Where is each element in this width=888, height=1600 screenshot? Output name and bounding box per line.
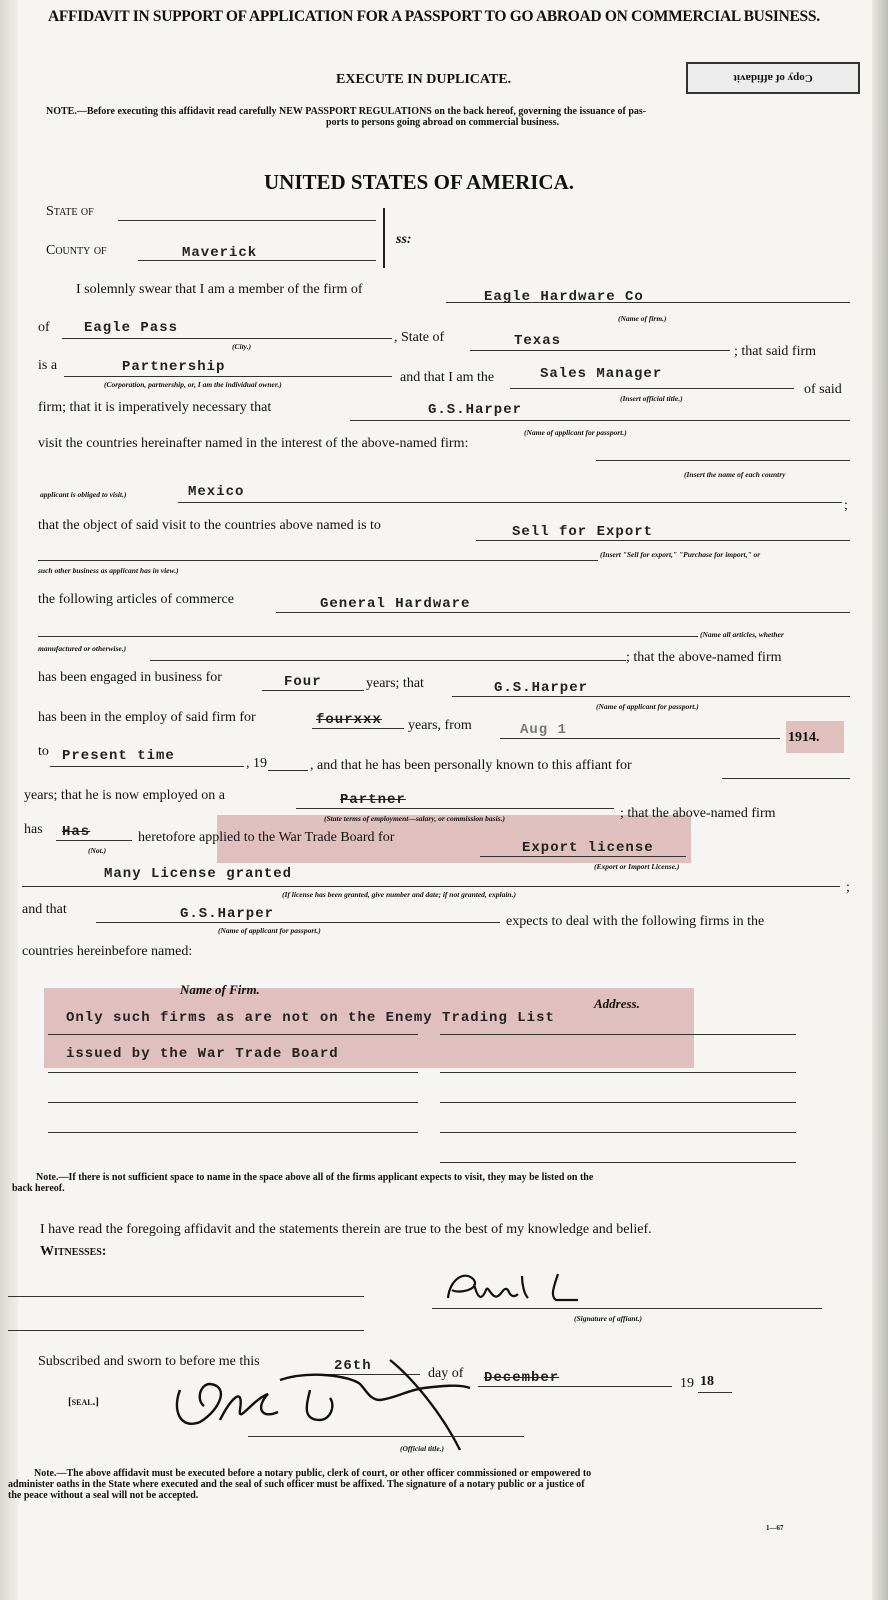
firm-row-line-4b	[440, 1132, 796, 1133]
witnesses-label: Witnesses:	[40, 1244, 107, 1259]
note-bottom-label: Note.	[34, 1468, 57, 1479]
articles-line3	[150, 660, 626, 661]
year-line	[698, 1392, 732, 1393]
hint-title: (Insert official title.)	[620, 394, 683, 403]
hint-country2: applicant is obliged to visit.)	[40, 490, 127, 499]
swear-text: I solemnly swear that I am a member of the firm of	[76, 282, 363, 297]
month-line	[478, 1386, 672, 1387]
note-top-line2: ports to persons going abroad on commercial business.	[326, 117, 559, 128]
affiant-signature	[438, 1260, 828, 1320]
state-of-label: , State of	[394, 330, 445, 345]
page-edge-left	[0, 0, 18, 1600]
to-date-value: Present time	[62, 748, 175, 764]
firm-row-line-1b	[440, 1034, 796, 1035]
address-heading: Address.	[594, 996, 640, 1011]
firms-line2: issued by the War Trade Board	[66, 1046, 339, 1062]
subscribed-label: Subscribed and sworn to before me this	[38, 1354, 260, 1369]
hint-applicant3: (Name of applicant for passport.)	[218, 926, 321, 935]
note-top-line1: —Before executing this affidavit read carefully NEW PASSPORT REGULATIONS on the back hereof, governing the issuance of pas-	[76, 106, 647, 117]
object-visit: that the object of said visit to the countries above named is to	[38, 518, 381, 533]
hint-terms: (State terms of employment—salary, or commission basis.)	[324, 814, 505, 823]
note-bottom-line1: —The above affidavit must be executed before a notary public, clerk of court, or other officer commissioned or empowered to	[56, 1468, 592, 1479]
hint-official: (Official title.)	[400, 1444, 445, 1453]
firm-row-line-1a	[48, 1034, 418, 1035]
countries-named: countries hereinbefore named:	[22, 944, 193, 959]
license-value: Export license	[522, 840, 654, 856]
articles-line2	[38, 636, 698, 637]
stamp-text: Copy of affidavit	[733, 72, 813, 84]
license-detail-value: Many License granted	[104, 866, 293, 882]
firm-type-value: Partnership	[122, 359, 226, 375]
heretofore: heretofore applied to the War Trade Board for	[138, 830, 395, 845]
firm-row-line-5b	[440, 1162, 796, 1163]
nineteen-label: 19	[680, 1376, 694, 1391]
hint-sell2: such other business as applicant has in view.)	[38, 566, 179, 575]
witness-line-1	[8, 1296, 364, 1297]
above-named-firm: ; that the above-named firm	[626, 650, 782, 665]
hint-city: (City.)	[232, 342, 252, 351]
note-bottom	[8, 1468, 828, 1501]
firm-row-line-2a	[48, 1072, 418, 1073]
seal-label: [seal.]	[68, 1396, 99, 1408]
of-label: of	[38, 320, 50, 335]
visit-countries: visit the countries hereinafter named in the interest of the above-named firm:	[38, 436, 469, 451]
hint-not: (Not.)	[88, 846, 107, 855]
has-label: has	[24, 822, 43, 837]
note-bottom-line3: the peace without a seal will not be accepted.	[8, 1490, 199, 1501]
to-year-line	[268, 770, 308, 771]
semicolon2: ;	[846, 880, 850, 895]
known-line	[722, 778, 850, 779]
state-line	[118, 220, 376, 221]
day-value: 26th	[334, 1358, 372, 1374]
years-that: years; that	[366, 676, 424, 691]
hint-corp: (Corporation, partnership, or, I am the individual owner.)	[104, 380, 282, 389]
firm-name-value: Eagle Hardware Co	[484, 289, 644, 305]
employ-years-value: fourxxx	[316, 712, 382, 728]
applicant-line	[350, 420, 850, 421]
object-line	[476, 540, 850, 541]
county-label: County of	[46, 243, 107, 258]
engaged-label: has been engaged in business for	[38, 670, 222, 685]
terms-line	[296, 808, 614, 809]
articles-line	[276, 612, 850, 613]
articles-value: General Hardware	[320, 596, 471, 612]
bracket	[383, 208, 385, 268]
and-that-i-am: and that I am the	[400, 370, 495, 385]
page-edge-right	[872, 0, 888, 1600]
object-value: Sell for Export	[512, 524, 654, 540]
form-title: AFFIDAVIT IN SUPPORT OF APPLICATION FOR A PASSPORT TO GO ABROAD ON COMMERCIAL BUSINESS.	[48, 8, 820, 25]
month-value: December	[484, 1370, 560, 1386]
is-a-label: is a	[38, 358, 58, 373]
applicant-value: G.S.Harper	[428, 402, 523, 418]
state-value-line	[470, 350, 730, 351]
known-label: , and that he has been personally known to this affiant for	[310, 758, 632, 773]
state-label: State of	[46, 204, 94, 219]
countries-line	[596, 460, 850, 461]
firm-row-line-3a	[48, 1102, 418, 1103]
day-of-label: day of	[428, 1366, 464, 1381]
name-of-firm-heading: Name of Firm.	[180, 982, 260, 997]
and-that: and that	[22, 902, 67, 917]
hint-granted: (If license has been granted, give number and date; if not granted, explain.)	[282, 890, 516, 899]
that-said-firm: ; that said firm	[734, 344, 817, 359]
applicant2-line	[452, 696, 850, 697]
ss-label: ss:	[396, 232, 412, 247]
years-business-line	[262, 690, 364, 691]
comma-19: , 19	[246, 756, 267, 771]
applicant3-line	[96, 922, 500, 923]
official-title-line	[248, 1436, 524, 1437]
license-detail-line	[22, 886, 840, 887]
firm-row-line-2b	[440, 1072, 796, 1073]
of-said: of said	[804, 382, 842, 397]
execute-duplicate: EXECUTE IN DUPLICATE.	[336, 72, 512, 87]
note-mid	[12, 1172, 832, 1194]
year-value: 18	[700, 1374, 714, 1389]
from-year-value: 1914.	[788, 730, 820, 745]
affiant-line	[432, 1308, 822, 1309]
firm-row-line-3b	[440, 1102, 796, 1103]
object-line2	[38, 560, 598, 561]
firms-line1: Only such firms as are not on the Enemy Trading List	[66, 1010, 555, 1026]
years-business-value: Four	[284, 674, 322, 690]
notary-signature	[160, 1340, 490, 1460]
to-label: to	[38, 744, 49, 759]
have-read: I have read the foregoing affidavit and the statements therein are true to the best of my knowledge and belief.	[40, 1222, 652, 1237]
employ-years-line	[312, 728, 404, 729]
applicant2-value: G.S.Harper	[494, 680, 589, 696]
note-mid-line1: —If there is not sufficient space to name in the space above all of the firms applicant expects to visit, they may be listed on the	[58, 1172, 594, 1183]
country-heading: UNITED STATES OF AMERICA.	[264, 170, 574, 194]
title-value: Sales Manager	[540, 366, 663, 382]
terms-value: Partner	[340, 792, 406, 808]
city-line	[62, 338, 392, 339]
form-number: 1—67	[766, 1524, 784, 1532]
hint-signature: (Signature of affiant.)	[574, 1314, 642, 1323]
firm-imperative: firm; that it is imperatively necessary that	[38, 400, 272, 415]
hint-license: (Export or Import License.)	[594, 862, 680, 871]
applicant3-value: G.S.Harper	[180, 906, 275, 922]
following-articles: the following articles of commerce	[38, 592, 234, 607]
firm-type-line	[64, 376, 392, 377]
note-top	[46, 106, 861, 128]
has-line	[56, 840, 132, 841]
city-value: Eagle Pass	[84, 320, 179, 336]
hint-articles2: manufactured or otherwise.)	[38, 644, 127, 653]
expects-label: expects to deal with the following firms in the	[506, 914, 765, 929]
from-date-value: Aug 1	[520, 722, 568, 738]
years-employed: years; that he is now employed on a	[24, 788, 226, 803]
state-value: Texas	[514, 333, 562, 349]
note-top-label: NOTE.	[46, 106, 77, 117]
firm-row-line-4a	[48, 1132, 418, 1133]
witness-line-2	[8, 1330, 364, 1331]
note-bottom-line2: administer oaths in the State where executed and the seal of such officer must be affixed. The signature of a notary public or a justice of	[8, 1479, 585, 1490]
hint-articles1: (Name all articles, whether	[700, 630, 784, 639]
county-value: Maverick	[182, 245, 258, 261]
hint-sell1: (Insert "Sell for export," "Purchase for import," or	[600, 550, 761, 559]
hint-firm: (Name of firm.)	[618, 314, 667, 323]
employ-label: has been in the employ of said firm for	[38, 710, 256, 725]
license-line	[480, 856, 686, 857]
copy-stamp	[686, 62, 860, 94]
hint-applicant: (Name of applicant for passport.)	[524, 428, 627, 437]
years-from: years, from	[408, 718, 472, 733]
that-above-firm: ; that the above-named firm	[620, 806, 776, 821]
semicolon1: ;	[844, 498, 848, 513]
hint-country1: (Insert the name of each country	[684, 470, 786, 479]
note-mid-label: Note.	[36, 1172, 59, 1183]
has-value: Has	[62, 824, 91, 840]
hint-applicant2: (Name of applicant for passport.)	[596, 702, 699, 711]
countries-line2	[178, 502, 842, 503]
note-mid-line2: back hereof.	[12, 1183, 65, 1194]
from-date-line	[500, 738, 780, 739]
title-line	[510, 388, 794, 389]
to-date-line	[50, 766, 244, 767]
countries-value: Mexico	[188, 484, 245, 500]
